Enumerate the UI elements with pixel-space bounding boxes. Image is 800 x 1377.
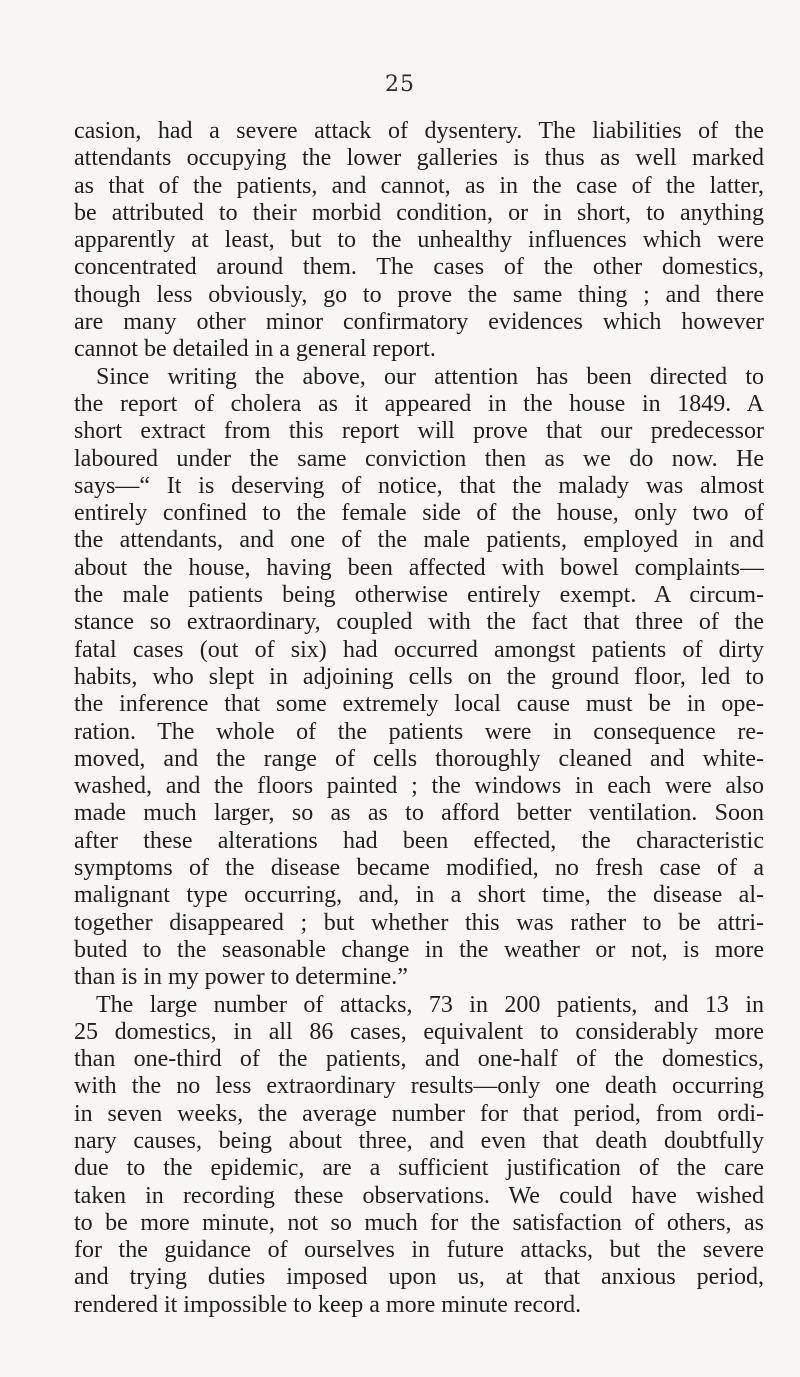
text-line: The large number of attacks, 73 in 200 patients, and 13 in xyxy=(96,991,764,1018)
page-number: 25 xyxy=(385,72,415,97)
text-line: than is in my power to determine.” xyxy=(74,964,408,991)
text-line: taken in recording these observations. We could have wished xyxy=(74,1182,764,1209)
text-line: ration. The whole of the patients were in consequence re- xyxy=(74,718,764,745)
text-line: Since writing the above, our attention has been directed to xyxy=(96,363,764,390)
text-line: the attendants, and one of the male patients, employed in and xyxy=(74,527,764,554)
text-line: entirely confined to the female side of the house, only two of xyxy=(74,500,764,527)
text-line: are many other minor confirmatory evidences which however xyxy=(74,309,764,336)
text-line: due to the epidemic, are a sufficient justification of the care xyxy=(74,1155,764,1182)
text-line: rendered it impossible to keep a more minute record. xyxy=(74,1291,582,1318)
text-line: the report of cholera as it appeared in the house in 1849. A xyxy=(74,390,764,417)
text-line: buted to the seasonable change in the weather or not, is more xyxy=(74,936,764,963)
text-line: cannot be detailed in a general report. xyxy=(74,336,436,363)
text-line: moved, and the range of cells thoroughly cleaned and white- xyxy=(74,745,764,772)
text-line: fatal cases (out of six) had occurred amongst patients of dirty xyxy=(74,636,764,663)
text-line: and trying duties imposed upon us, at that anxious period, xyxy=(74,1264,764,1291)
text-line: though less obviously, go to prove the same thing ; and there xyxy=(74,281,764,308)
text-line: apparently at least, but to the unhealthy influences which were xyxy=(74,227,764,254)
text-line: in seven weeks, the average number for that period, from ordi- xyxy=(74,1100,764,1127)
text-line: symptoms of the disease became modified, no fresh case of a xyxy=(74,855,764,882)
text-line: says—“ It is deserving of notice, that the malady was almost xyxy=(74,472,764,499)
text-line: washed, and the floors painted ; the windows in each were also xyxy=(74,773,764,800)
text-line: stance so extraordinary, coupled with the fact that three of the xyxy=(74,609,764,636)
text-line: together disappeared ; but whether this was rather to be attri- xyxy=(74,909,764,936)
text-line: with the no less extraordinary results—only one death occurring xyxy=(74,1073,764,1100)
text-line: be attributed to their morbid condition, or in short, to anything xyxy=(74,199,764,226)
text-line: habits, who slept in adjoining cells on the ground floor, led to xyxy=(74,663,764,690)
text-line: attendants occupying the lower galleries is thus as well marked xyxy=(74,145,764,172)
text-line: short extract from this report will prove that our predecessor xyxy=(74,418,764,445)
text-line: nary causes, being about three, and even that death doubtfully xyxy=(74,1127,764,1154)
text-line: concentrated around them. The cases of the other domestics, xyxy=(74,254,764,281)
text-line: to be more minute, not so much for the satisfaction of others, as xyxy=(74,1209,764,1236)
text-line: about the house, having been affected with bowel complaints— xyxy=(74,554,764,581)
text-line: made much larger, so as as to afford better ventilation. Soon xyxy=(74,800,764,827)
text-line: after these alterations had been effected, the characteristic xyxy=(74,827,764,854)
text-line: for the guidance of ourselves in future attacks, but the severe xyxy=(74,1237,764,1264)
text-line: malignant type occurring, and, in a short time, the disease al- xyxy=(74,882,764,909)
text-line: 25 domestics, in all 86 cases, equivalent to considerably more xyxy=(74,1018,764,1045)
text-line: as that of the patients, and cannot, as in the case of the latter, xyxy=(74,172,764,199)
text-line: the inference that some extremely local cause must be in ope- xyxy=(74,691,764,718)
text-line: than one-third of the patients, and one-half of the domestics, xyxy=(74,1046,764,1073)
text-line: laboured under the same conviction then as we do now. He xyxy=(74,445,764,472)
text-line: casion, had a severe attack of dysentery. The liabilities of the xyxy=(74,118,764,144)
text-line: the male patients being otherwise entirely exempt. A circum- xyxy=(74,582,764,609)
body-text xyxy=(74,118,764,1319)
